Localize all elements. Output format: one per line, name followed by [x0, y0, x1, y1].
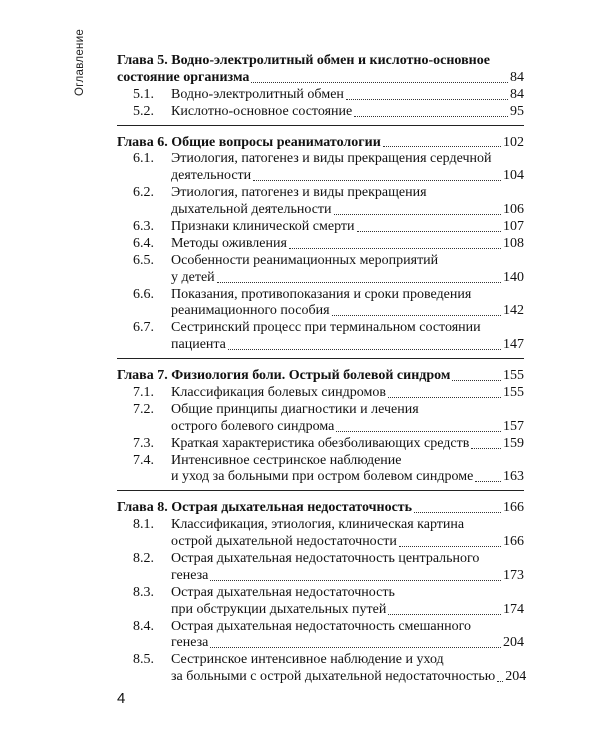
dot-leader: [210, 647, 501, 648]
toc-entry-continuation[interactable]: [117, 337, 524, 354]
page-number: 84: [510, 86, 524, 102]
toc-entry-continuation[interactable]: [117, 469, 524, 486]
section-number: 6.5.: [133, 252, 154, 268]
section-title: острого болевого синдрома: [171, 418, 335, 434]
section-number: 7.2.: [133, 401, 154, 417]
page-number: 95: [510, 103, 524, 119]
section-title: деятельности: [171, 168, 252, 184]
toc-entry: [117, 151, 524, 168]
section-number: 8.1.: [133, 517, 154, 533]
chapter-title-line[interactable]: [117, 500, 524, 517]
toc-entry: [117, 517, 524, 534]
page-number: 163: [503, 469, 524, 485]
page-number: 155: [503, 368, 524, 384]
chapter-8: [117, 500, 527, 690]
section-number: 6.3.: [133, 219, 154, 234]
toc-entry-continuation[interactable]: [117, 534, 524, 551]
page-number: 142: [503, 303, 524, 319]
dot-leader: [497, 681, 503, 682]
page-number: 204: [505, 669, 527, 685]
section-number: 7.1.: [133, 385, 154, 401]
page-number: 140: [503, 269, 524, 285]
dot-leader: [336, 431, 501, 432]
section-title: Сестринский процесс при терминальном состоянии: [171, 320, 481, 336]
chapter-title: Глава 8. Острая дыхательная недостаточность: [117, 500, 413, 516]
toc-entry-continuation[interactable]: [117, 419, 524, 436]
toc-entry: [117, 320, 524, 337]
section-title: острой дыхательной недостаточности: [171, 534, 397, 550]
dot-leader: [471, 448, 501, 449]
section-title: Этиология, патогенез и виды прекращения: [171, 185, 427, 201]
toc-entry[interactable]: [117, 436, 524, 453]
dot-leader: [388, 614, 501, 615]
section-title: реанимационного пособия: [171, 303, 330, 319]
page-number: 204: [503, 635, 524, 651]
page-number: 166: [503, 500, 524, 516]
toc-entry[interactable]: [117, 87, 524, 104]
chapter-title: состояние организма: [117, 69, 250, 85]
section-label: Оглавление: [74, 28, 86, 96]
dot-leader: [357, 231, 501, 232]
section-number: 8.2.: [133, 551, 154, 567]
toc-entry: [117, 453, 524, 470]
dot-leader: [452, 380, 501, 381]
section-title: у детей: [171, 269, 215, 285]
section-number: 7.3.: [133, 435, 154, 451]
dot-leader: [228, 349, 501, 350]
toc-entry-continuation[interactable]: [117, 636, 524, 653]
section-number: 8.3.: [133, 584, 154, 600]
section-title: Методы оживления: [171, 235, 287, 251]
section-title: Показания, противопоказания и сроки проведения: [171, 286, 472, 302]
chapter-title: Глава 6. Общие вопросы реаниматологии: [117, 134, 381, 150]
dot-leader: [334, 214, 501, 215]
table-of-contents: [117, 52, 527, 699]
section-title: Интенсивное сестринское наблюдение: [171, 452, 402, 468]
toc-entry[interactable]: [117, 104, 524, 121]
dot-leader: [346, 99, 508, 100]
page-number: 102: [503, 134, 524, 150]
dot-leader: [388, 397, 501, 398]
section-number: 5.2.: [133, 103, 154, 119]
dot-leader: [332, 315, 501, 316]
chapter-5: [117, 53, 524, 126]
section-title: при обструкции дыхательных путей: [171, 601, 387, 617]
section-title: Острая дыхательная недостаточность: [171, 584, 395, 600]
dot-leader: [383, 146, 501, 147]
toc-entry: [117, 253, 524, 270]
section-number: 6.2.: [133, 185, 154, 201]
section-title: и уход за больными при остром болевом синдроме: [171, 469, 474, 485]
section-title: Признаки клинической смерти: [171, 219, 355, 234]
toc-entry[interactable]: [117, 385, 524, 402]
section-number: 6.7.: [133, 320, 154, 336]
section-title: генеза: [171, 635, 209, 651]
chapter-6: [117, 135, 524, 360]
section-title: Классификация болевых синдромов: [171, 385, 386, 401]
toc-entry-continuation[interactable]: [117, 602, 524, 619]
section-title: пациента: [171, 337, 226, 353]
dot-leader: [414, 512, 501, 513]
page-number: 104: [503, 168, 524, 184]
section-title: Острая дыхательная недостаточность смешанного: [171, 618, 471, 634]
section-title: генеза: [171, 567, 209, 583]
dot-leader: [253, 180, 501, 181]
section-title: Сестринское интенсивное наблюдение и уход: [171, 652, 444, 668]
page-number: 155: [503, 385, 524, 401]
section-number: 6.4.: [133, 235, 154, 251]
page-number: 147: [503, 337, 524, 353]
toc-entry-continuation[interactable]: [117, 669, 527, 686]
section-title: Краткая характеристика обезболивающих средств: [171, 435, 470, 451]
chapter-title-line: [117, 53, 524, 70]
dot-leader: [251, 82, 508, 83]
dot-leader: [210, 580, 501, 581]
section-title: дыхательной деятельности: [171, 202, 332, 218]
section-title: за больными с острой дыхательной недостаточностью: [171, 669, 496, 685]
page-number: 106: [503, 202, 524, 218]
toc-entry[interactable]: [117, 236, 524, 253]
section-title: Острая дыхательная недостаточность центрального: [171, 551, 480, 567]
toc-entry-continuation[interactable]: [117, 270, 524, 287]
page-number: 166: [503, 534, 524, 550]
toc-entry-continuation[interactable]: [117, 168, 524, 185]
toc-entry-continuation[interactable]: [117, 568, 524, 585]
section-number: 6.1.: [133, 151, 154, 167]
section-title: Этиология, патогенез и виды прекращения сердечной: [171, 151, 492, 167]
section-title: Особенности реанимационных мероприятий: [171, 252, 439, 268]
toc-entry-continuation[interactable]: [117, 202, 524, 219]
chapter-title-line[interactable]: [117, 368, 524, 385]
page-number: 173: [503, 567, 524, 583]
chapter-7: [117, 368, 524, 491]
page-number: 84: [510, 69, 524, 85]
section-number: 6.6.: [133, 286, 154, 302]
chapter-title-line[interactable]: [117, 70, 524, 87]
section-title: Кислотно-основное состояние: [171, 103, 353, 119]
dot-leader: [354, 116, 508, 117]
page-number: 174: [503, 601, 524, 617]
page-number: 107: [503, 219, 524, 234]
dot-leader: [289, 248, 501, 249]
section-number: 8.5.: [133, 652, 154, 668]
dot-leader: [217, 282, 501, 283]
page-footer-number: 4: [117, 690, 126, 707]
section-title: Классификация, этиология, клиническая картина: [171, 517, 465, 533]
section-number: 5.1.: [133, 86, 154, 102]
page-number: 108: [503, 235, 524, 251]
toc-entry: [117, 402, 524, 419]
toc-entry: [117, 652, 524, 669]
section-title: Общие принципы диагностики и лечения: [171, 401, 419, 417]
section-number: 8.4.: [133, 618, 154, 634]
toc-entry: [117, 185, 524, 202]
page-number: 157: [503, 418, 524, 434]
toc-entry[interactable]: [117, 219, 524, 236]
chapter-title: Глава 5. Водно-электролитный обмен и кислотно-основное: [117, 52, 490, 68]
toc-entry: [117, 287, 524, 304]
section-title: Водно-электролитный обмен: [171, 86, 344, 102]
page-number: 159: [503, 435, 524, 451]
chapter-title-line[interactable]: [117, 135, 524, 152]
toc-entry: [117, 585, 524, 602]
section-number: 7.4.: [133, 452, 154, 468]
chapter-title: Глава 7. Физиология боли. Острый болевой синдром: [117, 368, 451, 384]
toc-entry: [117, 619, 524, 636]
dot-leader: [399, 546, 501, 547]
toc-entry: [117, 551, 524, 568]
toc-entry-continuation[interactable]: [117, 303, 524, 320]
dot-leader: [475, 481, 501, 482]
